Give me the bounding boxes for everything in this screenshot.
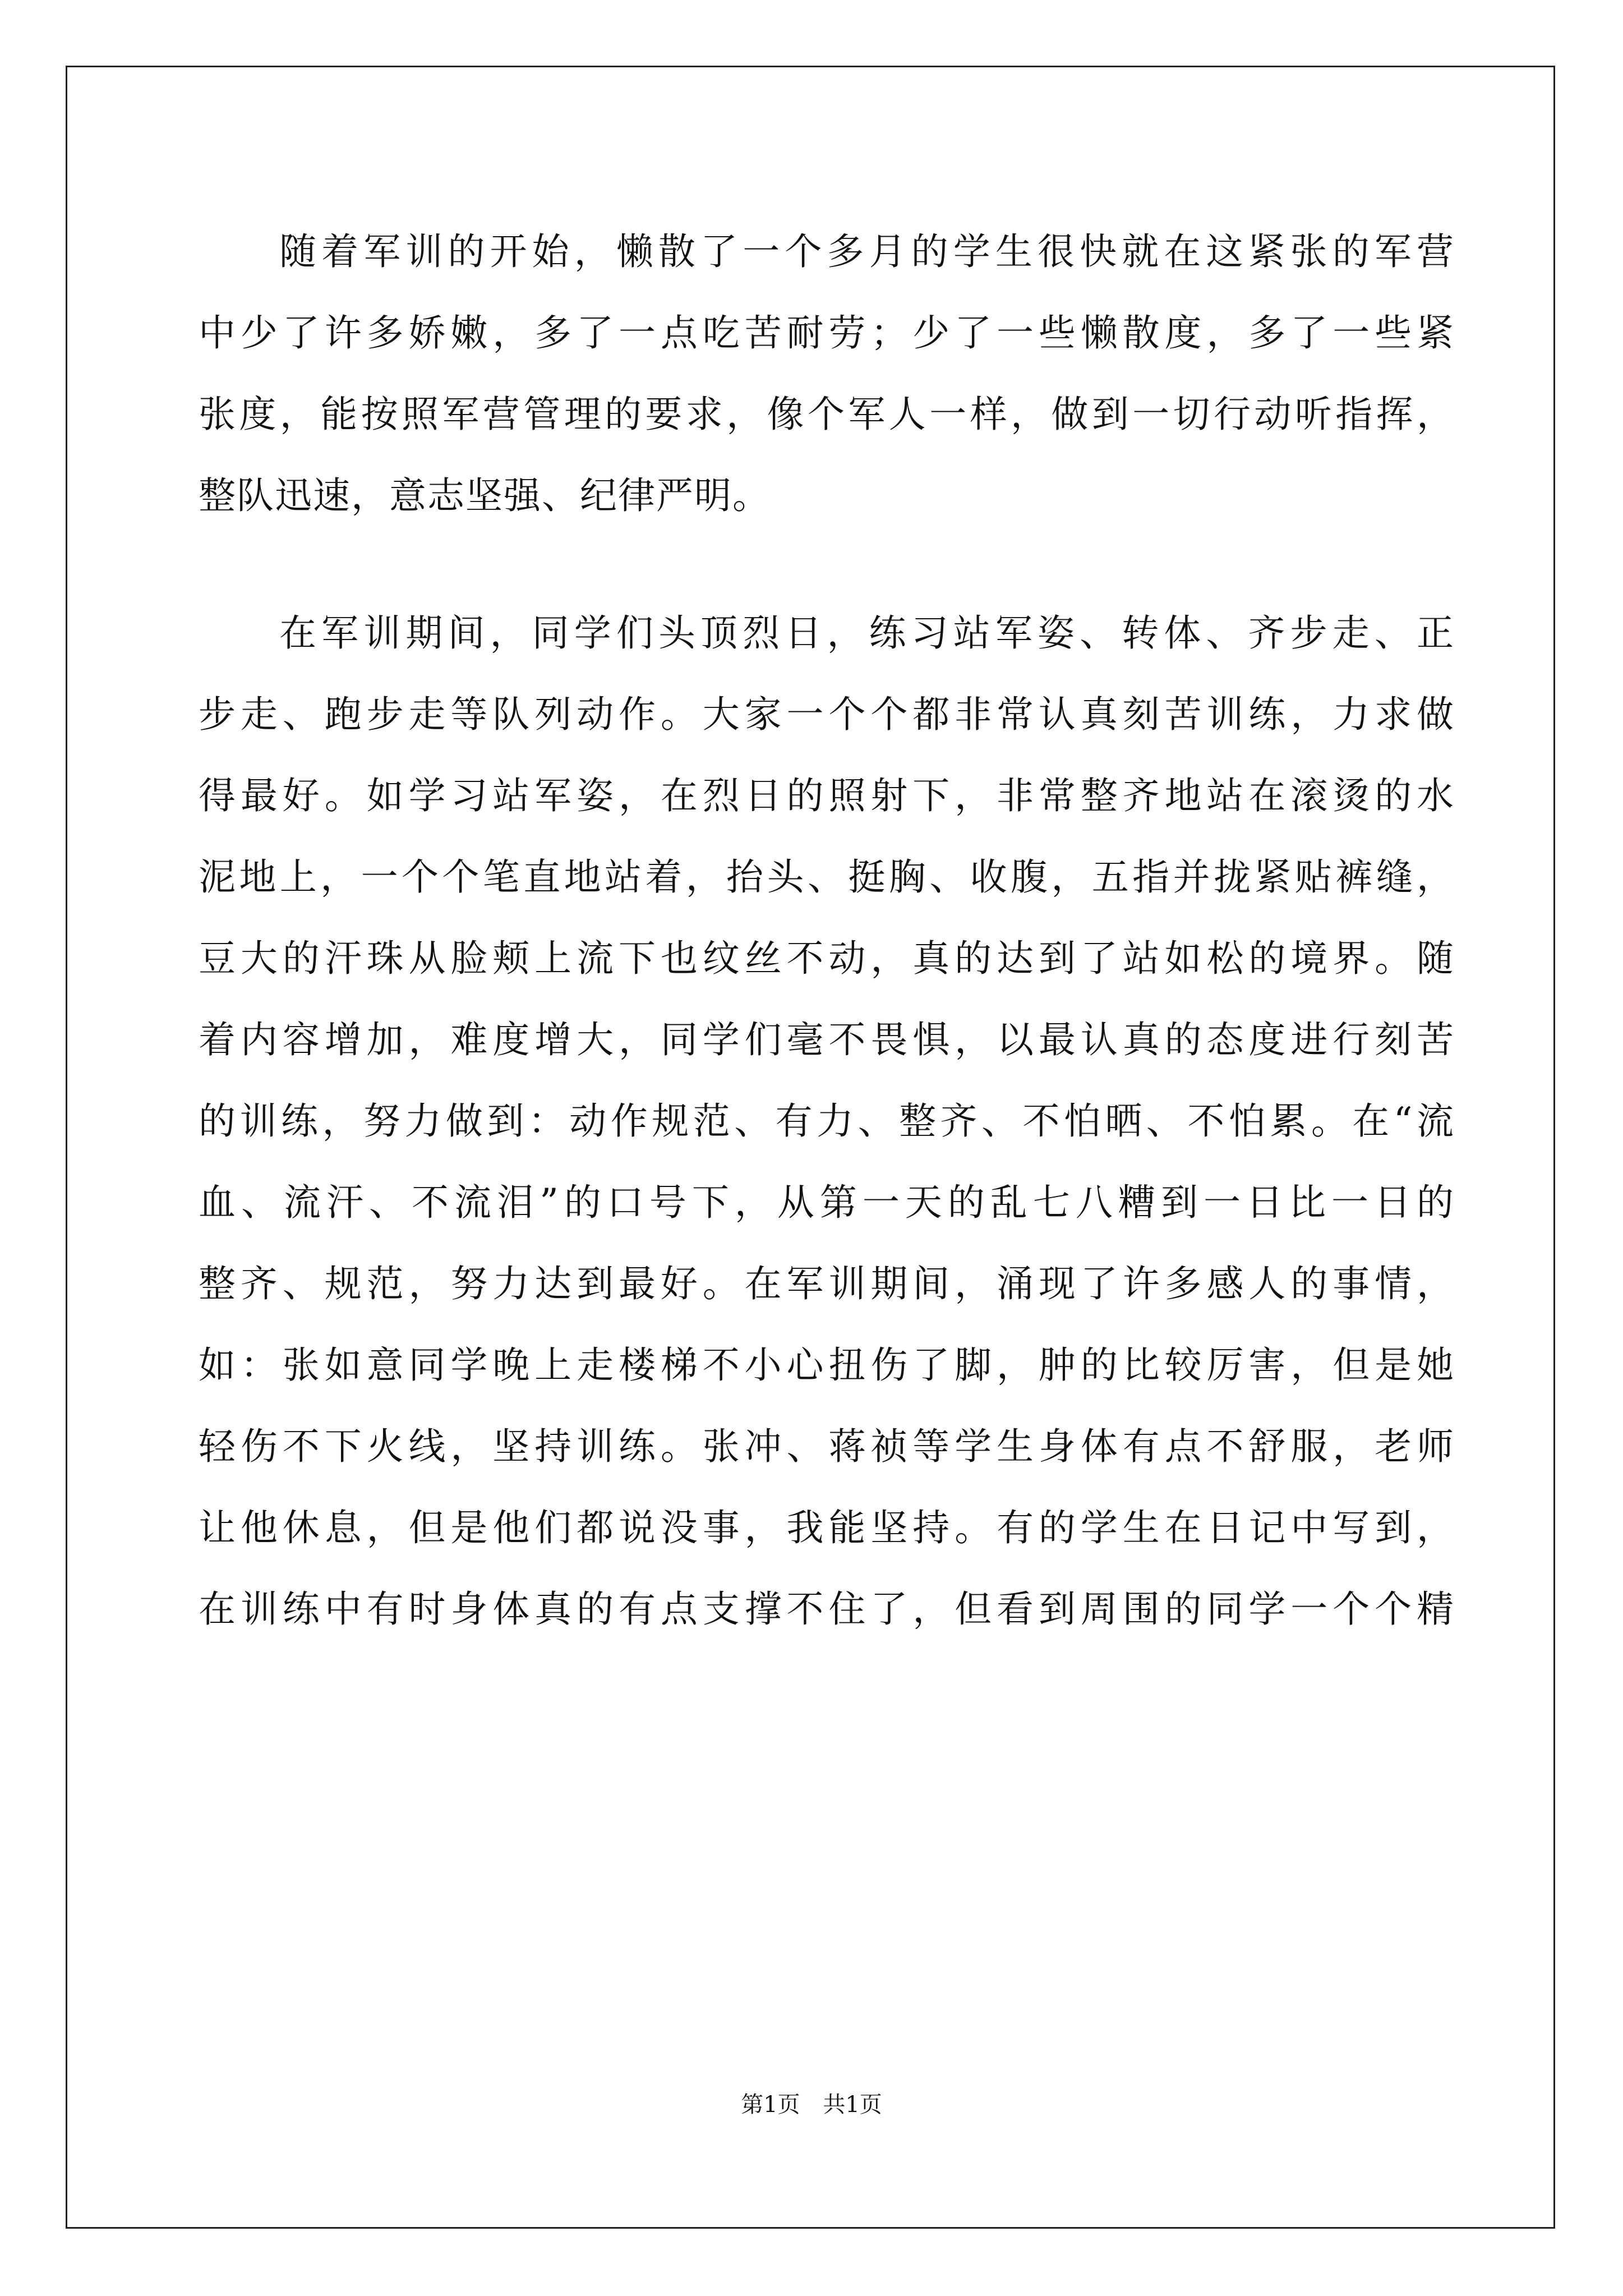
paragraph-2-line-7: 的训练，努力做到：动作规范、有力、整齐、不怕晒、不怕累。在“流 — [199, 1099, 1455, 1143]
paragraph-2-line-2: 步走、跑步走等队列动作。大家一个个都非常认真刻苦训练，力求做 — [199, 693, 1455, 736]
page-footer — [0, 2088, 1623, 2122]
paragraph-2-line-10: 如：张如意同学晚上走楼梯不小心扭伤了脚，肿的比较厉害，但是她 — [199, 1343, 1455, 1387]
paragraph-2-line-12: 让他休息，但是他们都说没事，我能坚持。有的学生在日记中写到， — [199, 1506, 1455, 1549]
paragraph-1-line-2: 中少了许多娇嫩，多了一点吃苦耐劳；少了一些懒散度，多了一些紧 — [199, 311, 1455, 355]
paragraph-2-line-11: 轻伤不下火线，坚持训练。张冲、蒋祯等学生身体有点不舒服，老师 — [199, 1425, 1455, 1468]
paragraph-2-line-3: 得最好。如学习站军姿，在烈日的照射下，非常整齐地站在滚烫的水 — [199, 774, 1455, 817]
paragraph-2-line-5: 豆大的汗珠从脸颊上流下也纹丝不动，真的达到了站如松的境界。随 — [199, 937, 1455, 980]
paragraph-1-line-3: 张度，能按照军营管理的要求，像个军人一样，做到一切行动听指挥， — [199, 393, 1455, 436]
paragraph-2-line-4: 泥地上，一个个笔直地站着，抬头、挺胸、收腹，五指并拢紧贴裤缝， — [199, 855, 1455, 899]
paragraph-2-line-6: 着内容增加，难度增大，同学们毫不畏惧，以最认真的态度进行刻苦 — [199, 1018, 1455, 1061]
paragraph-1-line-1: 随着军训的开始，懒散了一个多月的学生很快就在这紧张的军营 — [279, 230, 1455, 273]
page-total: 共1页 — [823, 2092, 882, 2118]
paragraph-1-line-4: 整队迅速，意志坚强、纪律严明。 — [199, 474, 771, 517]
paragraph-2-line-8: 血、流汗、不流泪”的口号下，从第一天的乱七八糟到一日比一日的 — [199, 1181, 1455, 1224]
paragraph-2-line-9: 整齐、规范，努力达到最好。在军训期间，涌现了许多感人的事情， — [199, 1262, 1455, 1305]
paragraph-2-line-1: 在军训期间，同学们头顶烈日，练习站军姿、转体、齐步走、正 — [279, 611, 1455, 655]
paragraph-2-line-13: 在训练中有时身体真的有点支撑不住了，但看到周围的同学一个个精 — [199, 1588, 1455, 1631]
page-number: 第1页 — [741, 2092, 800, 2118]
